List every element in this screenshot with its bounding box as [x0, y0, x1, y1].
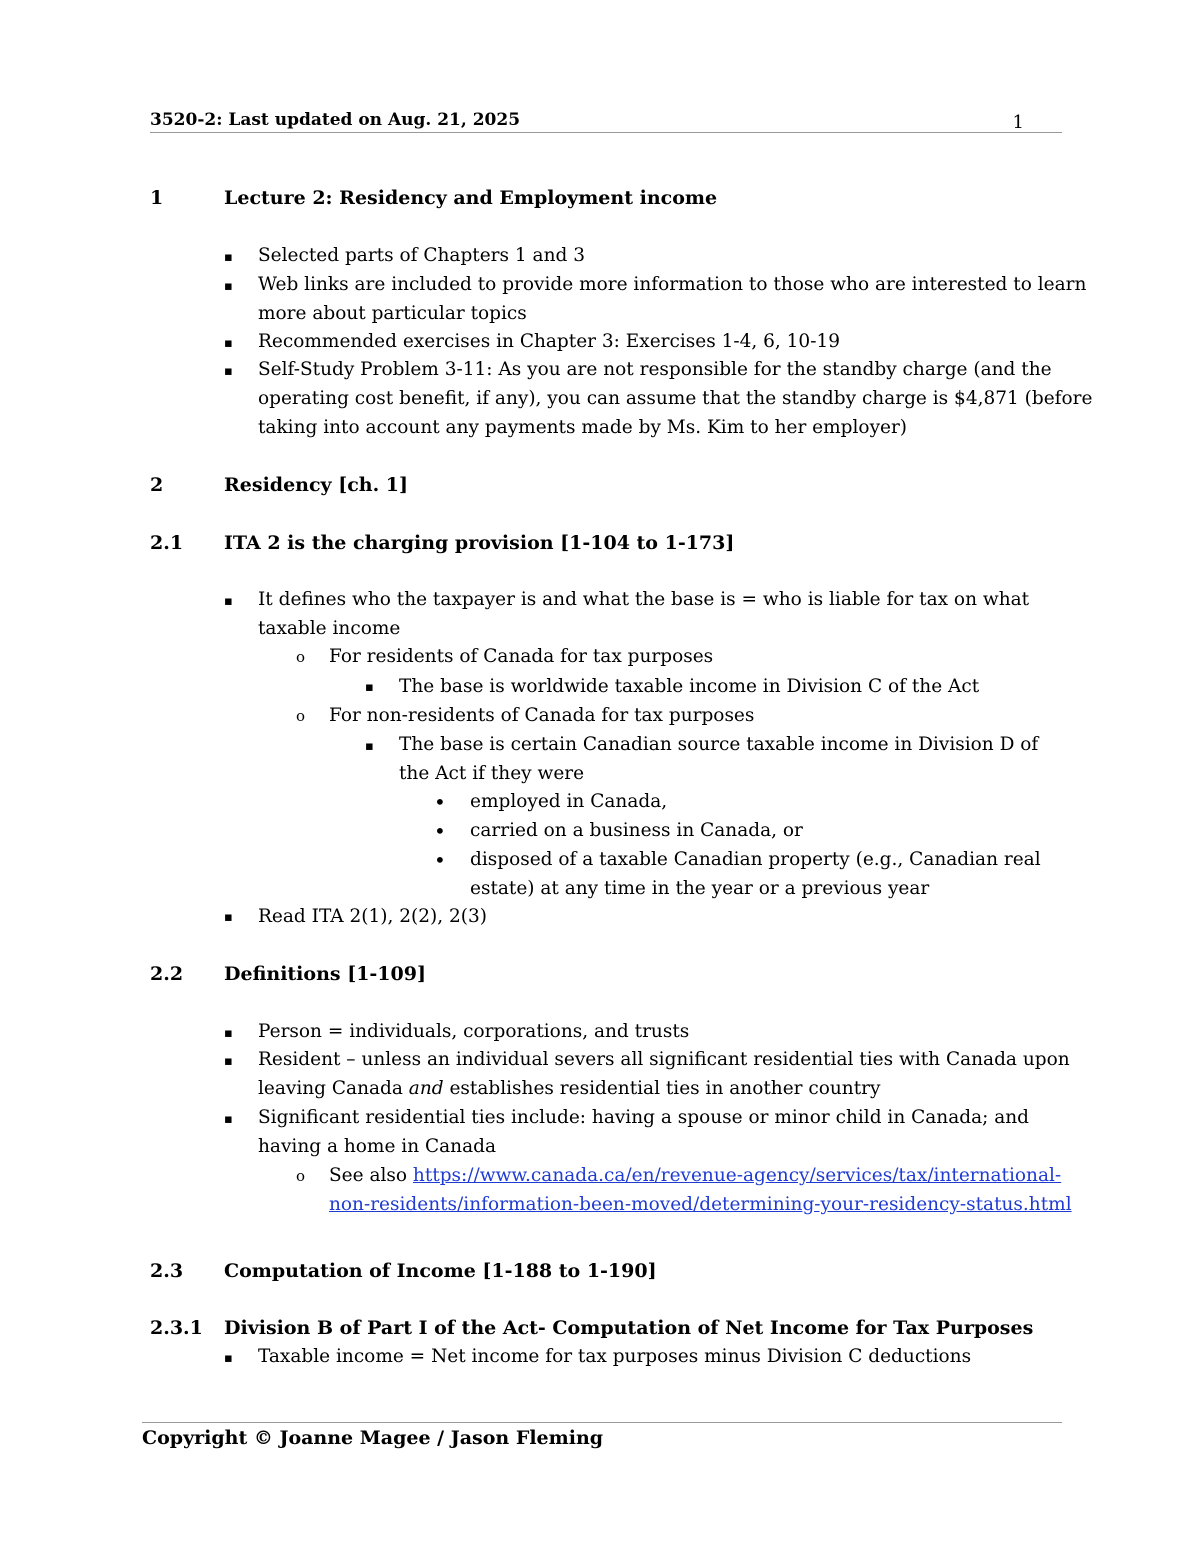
heading-number: 1: [150, 187, 164, 209]
list-item: For residents of Canada for tax purposes: [329, 646, 714, 667]
heading-title: Lecture 2: Residency and Employment income: [224, 187, 718, 209]
heading-title: Computation of Income [1-188 to 1-190]: [224, 1260, 657, 1282]
list-item-continuation: having a home in Canada: [258, 1136, 496, 1157]
list-item-continuation: the Act if they were: [399, 763, 585, 784]
circle-bullet-icon: o: [296, 648, 306, 666]
circle-bullet-icon: o: [296, 707, 306, 725]
square-bullet-icon: ▪: [224, 1351, 233, 1366]
footer-divider: [142, 1422, 1062, 1423]
heading-title: Division B of Part I of the Act- Computation of Net Income for Tax Purposes: [224, 1317, 1034, 1339]
list-item: It defines who the taxpayer is and what the base is = who is liable for tax on what: [258, 589, 1030, 610]
dot-bullet-icon: •: [434, 848, 446, 872]
square-bullet-icon: ▪: [224, 336, 233, 351]
square-bullet-icon: ▪: [224, 1112, 233, 1127]
list-item: Web links are included to provide more information to those who are interested to learn: [258, 274, 1087, 295]
list-item: employed in Canada,: [470, 791, 668, 812]
heading-number: 2.3: [150, 1260, 184, 1282]
text-run: See also: [329, 1165, 413, 1186]
text-run: leaving Canada: [258, 1078, 409, 1099]
list-item-continuation: [258, 1074, 880, 1103]
list-item-continuation: taking into account any payments made by Ms. Kim to her employer): [258, 417, 908, 438]
list-item: Self-Study Problem 3-11: As you are not responsible for the standby charge (and the: [258, 359, 1052, 380]
square-bullet-icon: ▪: [224, 364, 233, 379]
list-item-continuation: [329, 1190, 1072, 1219]
square-bullet-icon: ▪: [224, 279, 233, 294]
square-bullet-icon: ▪: [224, 1026, 233, 1041]
list-item: Selected parts of Chapters 1 and 3: [258, 245, 585, 266]
page-footer: Copyright © Joanne Magee / Jason Fleming: [142, 1427, 604, 1449]
heading-number: 2.3.1: [150, 1317, 203, 1339]
header-title: 3520-2: Last updated on Aug. 21, 2025: [150, 110, 521, 130]
list-item: carried on a business in Canada, or: [470, 820, 803, 841]
dot-bullet-icon: •: [434, 819, 446, 843]
list-item: The base is certain Canadian source taxable income in Division D of: [399, 734, 1039, 755]
emphasis-text: and: [408, 1078, 444, 1099]
residency-status-link-continuation[interactable]: non-residents/information-been-moved/determining-your-residency-status.html: [329, 1194, 1072, 1215]
list-item: For non-residents of Canada for tax purposes: [329, 705, 755, 726]
square-bullet-icon: ▪: [224, 594, 233, 609]
dot-bullet-icon: •: [434, 790, 446, 814]
circle-bullet-icon: o: [296, 1167, 306, 1185]
page-number: 1: [1012, 112, 1024, 133]
text-run: establishes residential ties in another country: [443, 1078, 881, 1099]
list-item: Significant residential ties include: having a spouse or minor child in Canada; and: [258, 1107, 1030, 1128]
heading-title: Definitions [1-109]: [224, 963, 426, 985]
list-item-continuation: estate) at any time in the year or a previous year: [470, 878, 930, 899]
square-bullet-icon: ▪: [224, 910, 233, 925]
list-item: The base is worldwide taxable income in Division C of the Act: [399, 676, 980, 697]
list-item: Resident – unless an individual severs all significant residential ties with Canada upon: [258, 1049, 1070, 1070]
list-item: [329, 1161, 1061, 1190]
list-item-continuation: operating cost benefit, if any), you can assume that the standby charge is $4,871 (before: [258, 388, 1093, 409]
list-item-continuation: taxable income: [258, 618, 401, 639]
heading-title: Residency [ch. 1]: [224, 474, 409, 496]
list-item-continuation: more about particular topics: [258, 303, 527, 324]
heading-number: 2.1: [150, 532, 184, 554]
list-item: Recommended exercises in Chapter 3: Exercises 1-4, 6, 10-19: [258, 331, 840, 352]
square-bullet-icon: ▪: [365, 680, 374, 695]
square-bullet-icon: ▪: [224, 250, 233, 265]
square-bullet-icon: ▪: [224, 1054, 233, 1069]
list-item: Taxable income = Net income for tax purposes minus Division C deductions: [258, 1346, 972, 1367]
heading-number: 2: [150, 474, 164, 496]
heading-number: 2.2: [150, 963, 184, 985]
list-item: Person = individuals, corporations, and trusts: [258, 1021, 690, 1042]
heading-title: ITA 2 is the charging provision [1-104 to 1-173]: [224, 532, 735, 554]
square-bullet-icon: ▪: [365, 739, 374, 754]
header-divider: [150, 132, 1062, 133]
list-item: Read ITA 2(1), 2(2), 2(3): [258, 906, 487, 927]
list-item: disposed of a taxable Canadian property (e.g., Canadian real: [470, 849, 1041, 870]
page-header: [150, 110, 1062, 132]
residency-status-link[interactable]: https://www.canada.ca/en/revenue-agency/services/tax/international-: [412, 1165, 1062, 1186]
